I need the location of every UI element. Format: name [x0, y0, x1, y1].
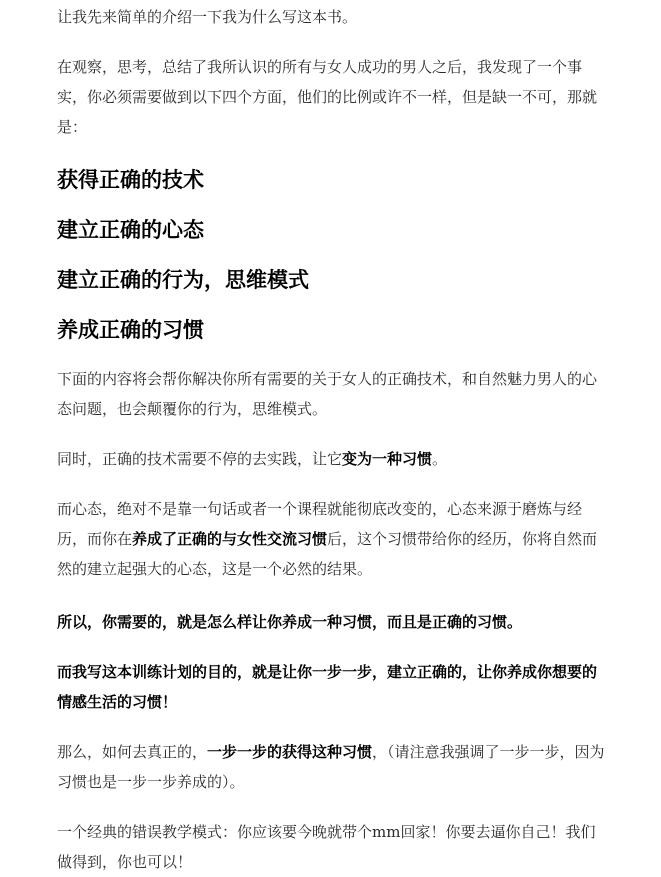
mindset-text-bold: 养成了正确的与女性交流习惯 — [132, 530, 328, 548]
mindset-text-after: 后，这个习惯带给你的经历，你将自然而然的建立起强大的心态，这是一个必然的结果。 — [57, 530, 598, 578]
purpose-paragraph: 而我写这本训练计划的目的，就是让你一步一步，建立正确的，让你养成你想要的情感生活的习惯！ — [57, 663, 598, 711]
heading-technique: 获得正确的技术 — [57, 168, 204, 192]
practice-text-after: 。 — [432, 450, 448, 468]
summary-paragraph: 所以，你需要的，就是怎么样让你养成一种习惯，而且是正确的习惯。 — [57, 613, 523, 631]
practice-paragraph — [57, 444, 605, 474]
heading-mindset: 建立正确的心态 — [57, 218, 204, 242]
mistake-paragraph: 一个经典的错误教学模式：你应该要今晚就带个mm回家！你要去逼你自己！我们做得到，你也可以！ — [57, 823, 596, 871]
observation-paragraph: 在观察，思考，总结了我所认识的所有与女人成功的男人之后，我发现了一个事实，你必须需要做到以下四个方面，他们的比例或许不一样，但是缺一不可，那就是： — [57, 58, 598, 136]
howto-paragraph — [57, 737, 605, 797]
heading-habit: 养成正确的习惯 — [57, 318, 204, 342]
heading-behavior: 建立正确的行为，思维模式 — [57, 268, 309, 292]
practice-text-before: 同时，正确的技术需要不停的去实践，让它 — [57, 450, 343, 468]
intro-paragraph: 让我先来简单的介绍一下我为什么写这本书。 — [57, 8, 358, 26]
content-paragraph: 下面的内容将会帮你解决你所有需要的关于女人的正确技术，和自然魅力男人的心态问题，也会颠覆你的行为，思维模式。 — [57, 370, 598, 418]
howto-text-before: 那么，如何去真正的， — [57, 743, 208, 761]
mindset-paragraph — [57, 494, 605, 584]
practice-text-bold: 变为一种习惯 — [342, 450, 433, 468]
howto-text-bold: 一步一步的获得这种习惯 — [207, 743, 373, 761]
howto-text-after: ，（请注意我强调了一步一步，因为习惯也是一步一步养成的）。 — [57, 743, 605, 791]
mindset-text-before: 而心态，绝对不是靠一句话或者一个课程就能彻底改变的，心态来源于磨炼与经历，而你在 — [57, 500, 583, 548]
